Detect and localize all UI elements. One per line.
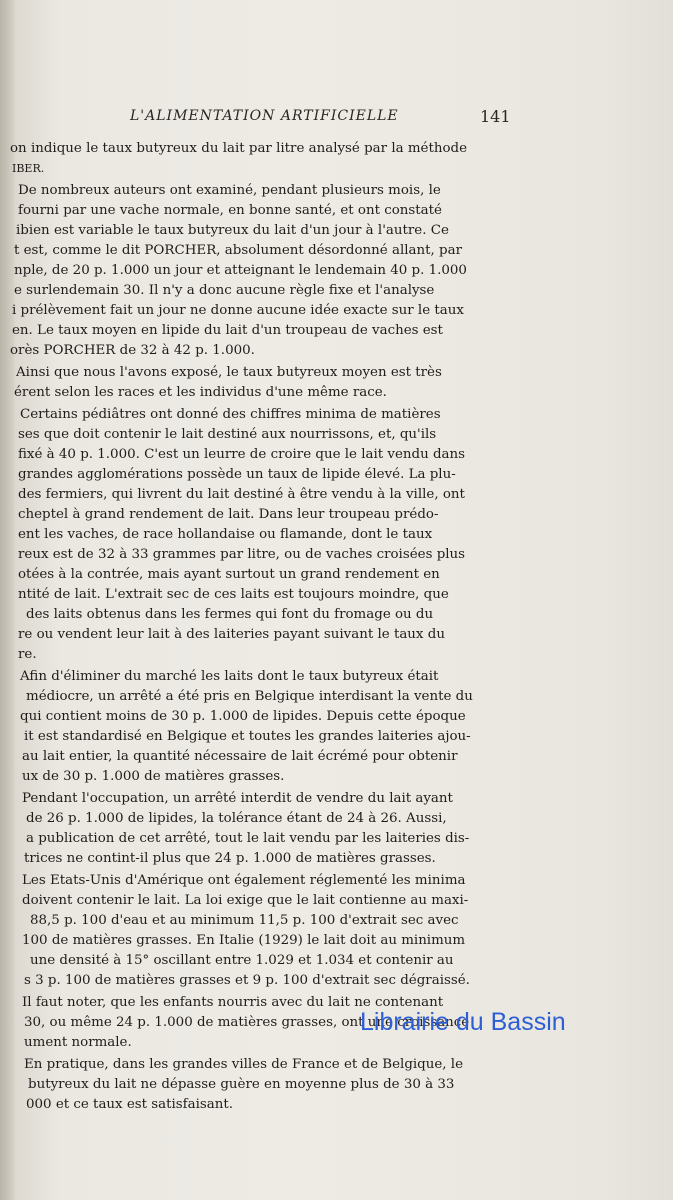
- text-line: doivent contenir le lait. La loi exige que le lait contienne au maxi-: [22, 893, 469, 908]
- text-line: Pendant l'occupation, un arrêté interdit de vendre du lait ayant: [22, 791, 453, 806]
- text-line: cheptel à grand rendement de lait. Dans leur troupeau prédo-: [18, 507, 439, 522]
- text-line: orès PORCHER de 32 à 42 p. 1.000.: [10, 343, 255, 358]
- text-line: s 3 p. 100 de matières grasses et 9 p. 100 d'extrait sec dégraissé.: [24, 973, 470, 988]
- text-line: re ou vendent leur lait à des laiteries payant suivant le taux du: [18, 627, 445, 642]
- text-line: otées à la contrée, mais ayant surtout un grand rendement en: [18, 567, 440, 582]
- text-line: a publication de cet arrêté, tout le lait vendu par les laiteries dis-: [26, 831, 470, 846]
- text-line: une densité à 15° oscillant entre 1.029 et 1.034 et contenir au: [30, 953, 454, 968]
- text-line: 000 et ce taux est satisfaisant.: [26, 1097, 234, 1112]
- text-line: ses que doit contenir le lait destiné aux nourrissons, et, qu'ils: [18, 427, 437, 442]
- text-line: 30, ou même 24 p. 1.000 de matières grasses, ont une croissance: [24, 1015, 470, 1030]
- text-line: ux de 30 p. 1.000 de matières grasses.: [22, 769, 285, 784]
- text-line: qui contient moins de 30 p. 1.000 de lipides. Depuis cette époque: [20, 709, 466, 724]
- page-number: 141: [480, 107, 511, 126]
- text-line: De nombreux auteurs ont examiné, pendant plusieurs mois, le: [18, 183, 441, 198]
- text-line: on indique le taux butyreux du lait par litre analysé par la méthode: [10, 141, 468, 156]
- text-line: fixé à 40 p. 1.000. C'est un leurre de croire que le lait vendu dans: [18, 447, 466, 462]
- text-line: Ainsi que nous l'avons exposé, le taux butyreux moyen est très: [16, 365, 442, 380]
- text-line: nple, de 20 p. 1.000 un jour et atteignant le lendemain 40 p. 1.000: [14, 263, 467, 278]
- text-line: reux est de 32 à 33 grammes par litre, ou de vaches croisées plus: [18, 547, 466, 562]
- text-line: médiocre, un arrêté a été pris en Belgique interdisant la vente du: [26, 689, 473, 704]
- text-line: trices ne contint-il plus que 24 p. 1.000 de matières grasses.: [24, 851, 436, 866]
- text-line: ibien est variable le taux butyreux du lait d'un jour à l'autre. Ce: [16, 223, 449, 238]
- text-line: IBER.: [12, 162, 45, 175]
- text-line: re.: [18, 647, 37, 662]
- text-line: Certains pédiâtres ont donné des chiffres minima de matières: [20, 407, 441, 422]
- text-line: au lait entier, la quantité nécessaire de lait écrémé pour obtenir: [22, 749, 458, 764]
- text-line: it est standardisé en Belgique et toutes les grandes laiteries ajou-: [24, 729, 471, 744]
- text-line: ent les vaches, de race hollandaise ou flamande, dont le taux: [18, 527, 433, 542]
- text-line: en. Le taux moyen en lipide du lait d'un troupeau de vaches est: [12, 323, 443, 338]
- text-line: de 26 p. 1.000 de lipides, la tolérance étant de 24 à 26. Aussi,: [26, 811, 447, 826]
- text-line: érent selon les races et les individus d'une même race.: [14, 385, 387, 400]
- text-line: grandes agglomérations possède un taux de lipide élevé. La plu-: [18, 467, 456, 482]
- text-line: ument normale.: [24, 1035, 132, 1050]
- text-line: butyreux du lait ne dépasse guère en moyenne plus de 30 à 33: [28, 1077, 455, 1092]
- text-line: Les Etats-Unis d'Amérique ont également réglementé les minima: [22, 873, 466, 888]
- text-line: des laits obtenus dans les fermes qui font du fromage ou du: [26, 607, 434, 622]
- text-line: ntité de lait. L'extrait sec de ces laits est toujours moindre, que: [18, 587, 449, 602]
- text-line: t est, comme le dit PORCHER, absolument désordonné allant, par: [14, 243, 462, 258]
- text-line: fourni par une vache normale, en bonne santé, et ont constaté: [18, 203, 442, 218]
- text-line: i prélèvement fait un jour ne donne aucune idée exacte sur le taux: [12, 303, 464, 318]
- seller-watermark: Librairie du Bassin: [360, 1008, 566, 1036]
- text-line: En pratique, dans les grandes villes de France et de Belgique, le: [24, 1057, 464, 1072]
- text-line: 88,5 p. 100 d'eau et au minimum 11,5 p. 100 d'extrait sec avec: [30, 913, 459, 928]
- text-line: e surlendemain 30. Il n'y a donc aucune règle fixe et l'analyse: [14, 283, 435, 298]
- text-line: Afin d'éliminer du marché les laits dont le taux butyreux était: [20, 669, 439, 684]
- running-title: L'ALIMENTATION ARTIFICIELLE: [130, 108, 399, 124]
- text-line: 100 de matières grasses. En Italie (1929) le lait doit au minimum: [22, 933, 466, 948]
- text-line: des fermiers, qui livrent du lait destiné à être vendu à la ville, ont: [18, 487, 465, 502]
- text-line: Il faut noter, que les enfants nourris avec du lait ne contenant: [22, 995, 444, 1010]
- body-text: [0, 139, 530, 1115]
